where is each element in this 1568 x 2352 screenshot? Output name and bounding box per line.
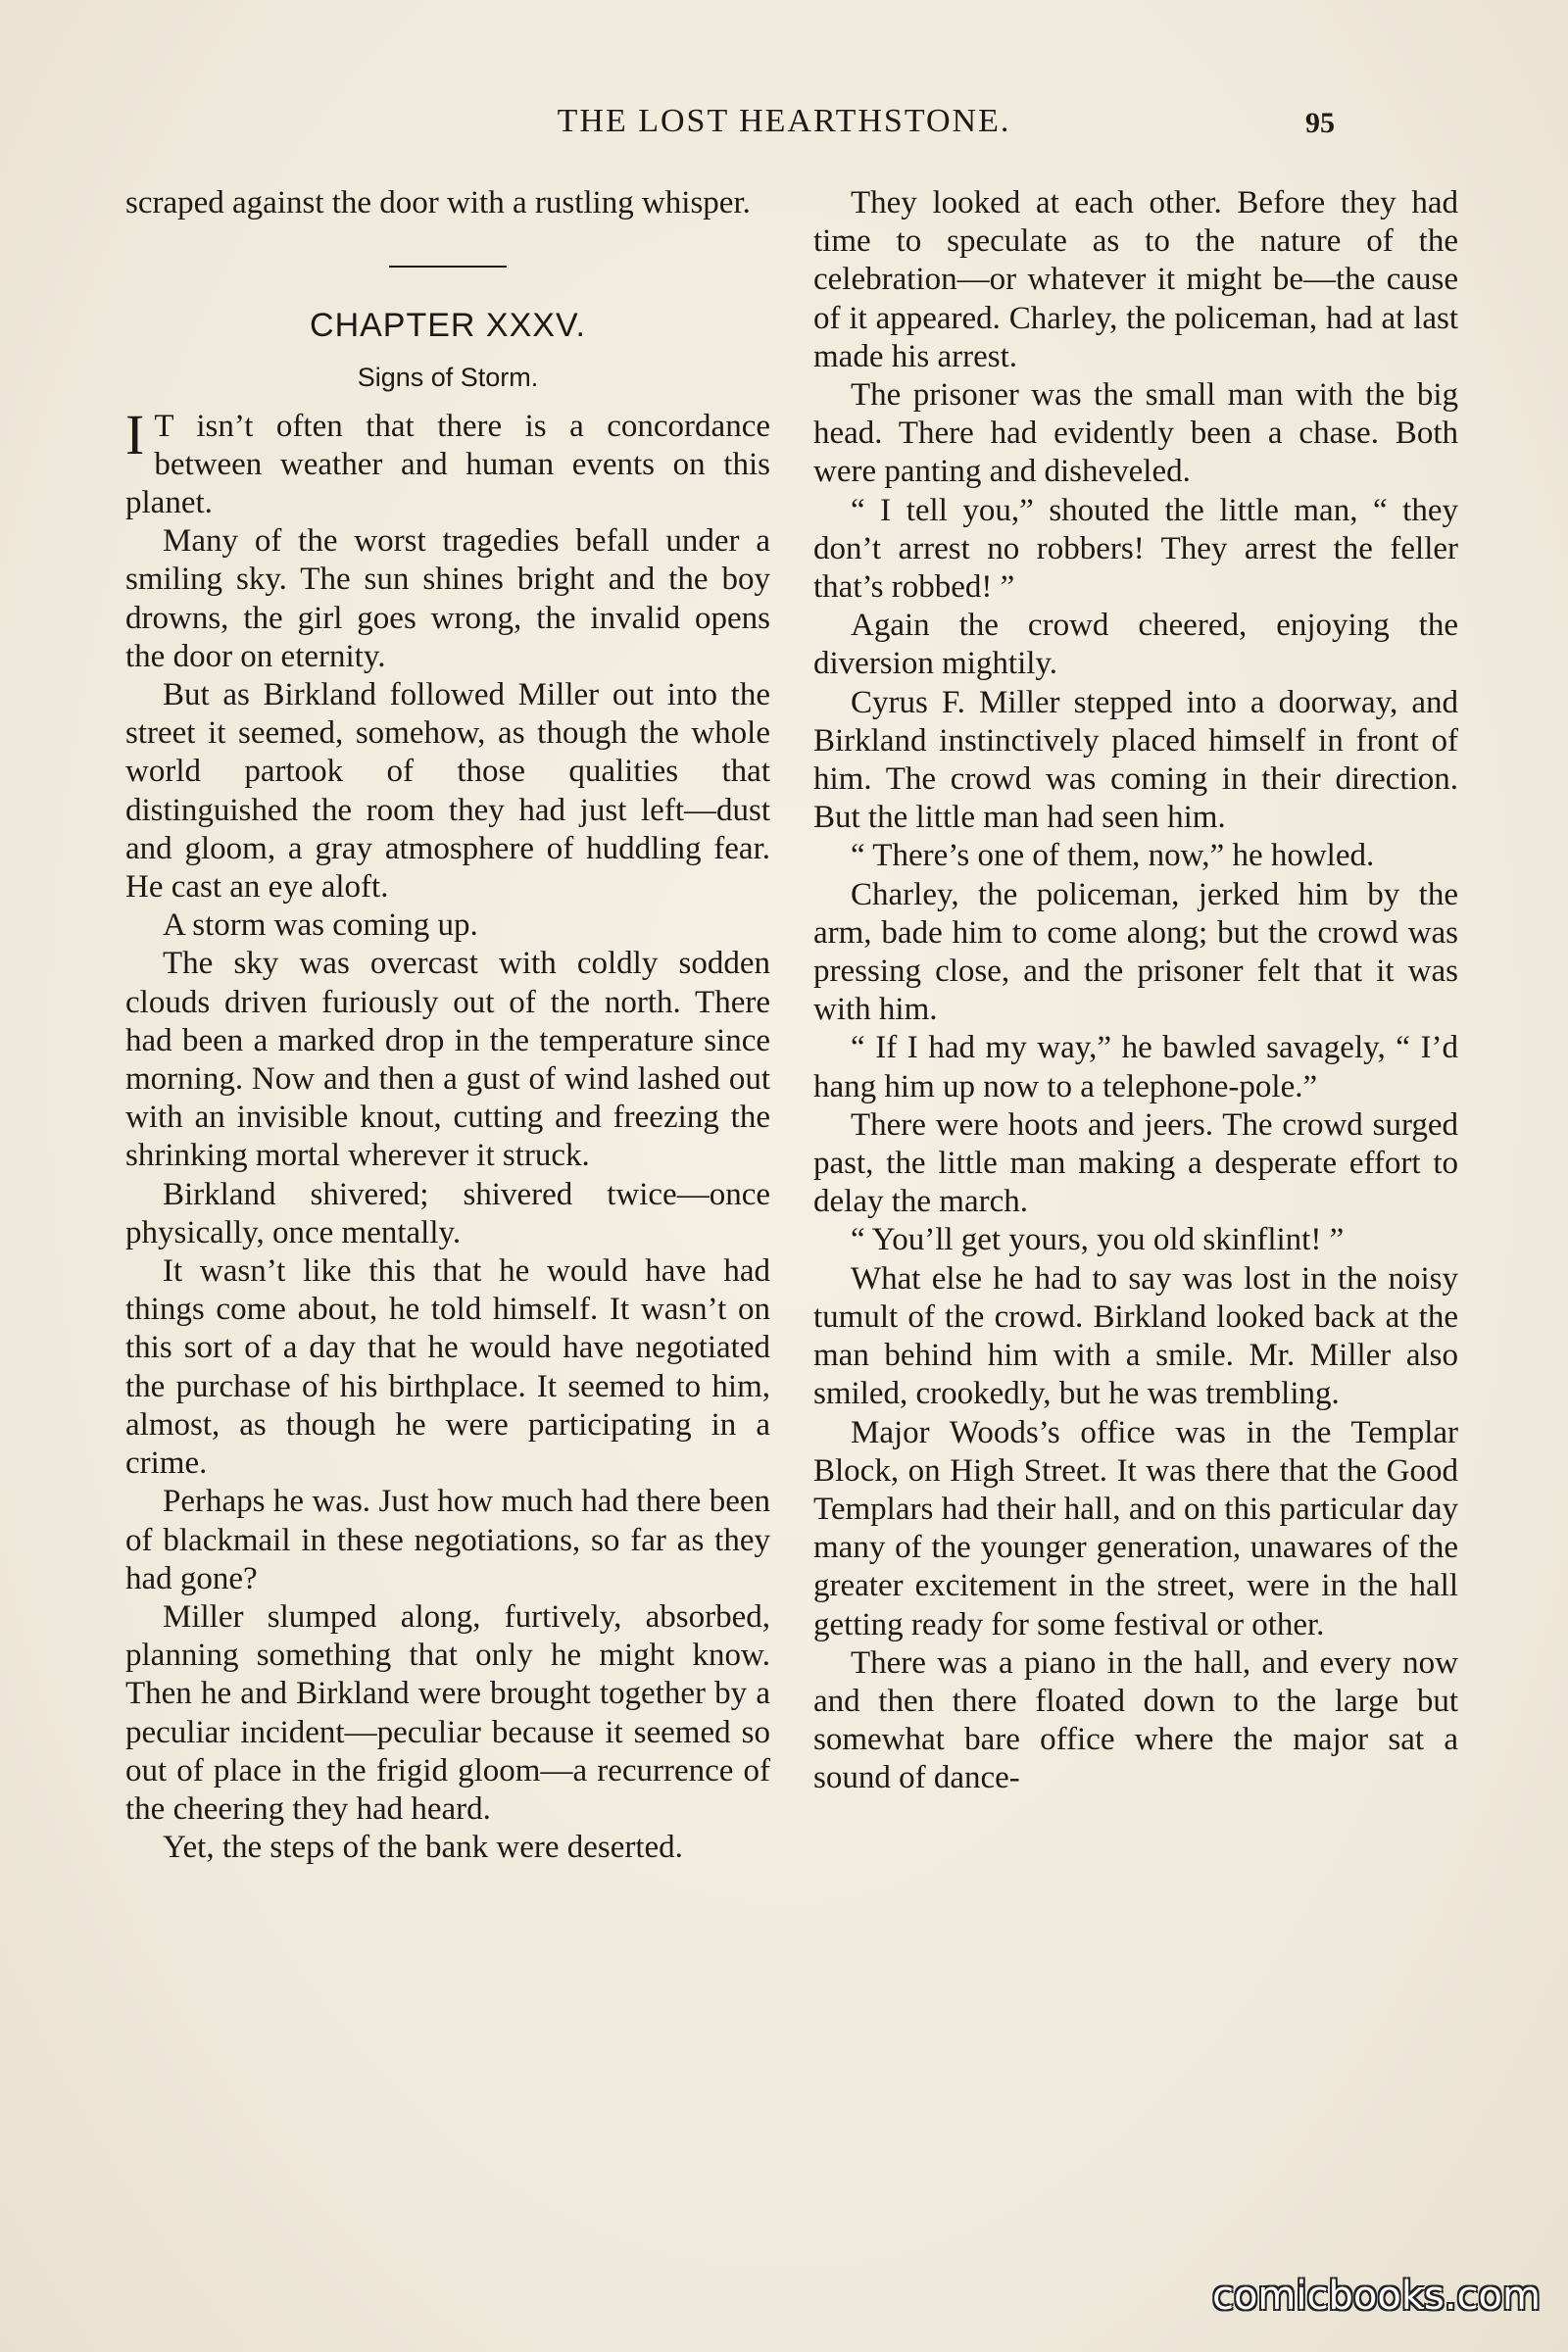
paragraph: Birkland shivered; shivered twice—once physically, once mentally.	[125, 1176, 770, 1250]
paragraph: There were hoots and jeers. The crowd surged past, the little man making a desperate effort to delay the march.	[813, 1106, 1458, 1220]
paragraph: Yet, the steps of the bank were deserted.	[163, 1830, 683, 1866]
drop-cap: I	[125, 402, 145, 466]
lead-in-paragraph: scraped against the door with a rustling whisper.	[125, 185, 751, 220]
running-head	[118, 103, 1450, 152]
chapter-subtitle: Signs of Storm.	[357, 363, 539, 393]
paragraph: “ If I had my way,” he bawled savagely, “ I’d hang him up now to a telephone-pole.”	[813, 1030, 1458, 1104]
paragraph: But as Birkland followed Miller out into the street it seemed, somehow, as though the whole world partook of those qualities that distinguished the room they had just left—dust and gloom, a gray atmosphere of huddling fear. He cast an eye aloft.	[125, 677, 770, 906]
paragraph: Perhaps he was. Just how much had there been of blackmail in these negotiations, so far as they had gone?	[125, 1484, 770, 1596]
opening-paragraph	[125, 402, 770, 523]
paragraph: There was a piano in the hall, and every now and then there floated down to the large but somewhat bare office where the major sat a sound of dance-	[813, 1644, 1458, 1796]
page-number: 95	[1305, 107, 1335, 139]
paragraph: The prisoner was the small man with the big head. There had evidently been a chase. Both were panting and disheveled.	[813, 377, 1458, 490]
paragraph: They looked at each other. Before they had time to speculate as to the nature of the celebration—or whatever it might be—the cause of it appeared. Charley, the policeman, had at last made his arrest.	[813, 185, 1458, 374]
right-column	[813, 184, 1458, 1798]
left-column	[125, 184, 770, 1867]
opening-paragraph-text: T isn’t often that there is a concordance between weather and human events on this planet.	[125, 408, 770, 521]
paragraph: Miller slumped along, furtively, absorbed, planning something that only he might know. Then he and Birkland were brought together by a peculiar incident—peculiar because it seemed so out of place in the frigid gloom—a recurrence of the cheering they had heard.	[125, 1598, 770, 1827]
paragraph: Major Woods’s office was in the Templar Block, on High Street. It was there that the Good Templars had their hall, and on this particular day many of the younger generation, unawares of the greater excitement in the street, were in the hall getting ready for some festival or other.	[813, 1414, 1458, 1642]
paragraph: “ You’ll get yours, you old skinflint! ”	[851, 1222, 1345, 1258]
paragraph: What else he had to say was lost in the noisy tumult of the crowd. Birkland looked back at the man behind him with a smile. Mr. Miller also smiled, crookedly, but he was trembling.	[813, 1260, 1458, 1412]
paragraph: Many of the worst tragedies befall under a smiling sky. The sun shines bright and the boy drowns, the girl goes wrong, the invalid opens the door on eternity.	[125, 523, 770, 674]
running-title: THE LOST HEARTHSTONE.	[557, 103, 1011, 139]
paragraph: It wasn’t like this that he would have had things come about, he told himself. It wasn’t on this sort of a day that he would have negotiated the purchase of his birthplace. It seemed to him, almost, as though he were participating in a crime.	[125, 1253, 770, 1482]
paragraph: Charley, the policeman, jerked him by the arm, bade him to come along; but the crowd was pressing close, and the prisoner felt that it was with him.	[813, 876, 1458, 1028]
paragraph: Again the crowd cheered, enjoying the diversion mightily.	[813, 608, 1458, 682]
paragraph: A storm was coming up.	[163, 907, 478, 944]
paragraph: The sky was overcast with coldly sodden clouds driven furiously out of the north. There had been a marked drop in the temperature since morning. Now and then a gust of wind lashed out with an invisible knout, cutting and freezing the shrinking mortal wherever it struck.	[125, 946, 770, 1174]
chapter-title: CHAPTER XXXV.	[310, 307, 586, 345]
paragraph: “ There’s one of them, now,” he howled.	[851, 838, 1375, 874]
site-watermark: comicbooks.com	[1211, 2274, 1541, 2319]
paragraph: Cyrus F. Miller stepped into a doorway, and Birkland instinctively placed himself in front of him. The crowd was coming in their direction. But the little man had seen him.	[813, 684, 1458, 836]
paragraph: “ I tell you,” shouted the little man, “ they don’t arrest no robbers! They arrest the feller that’s robbed! ”	[813, 492, 1458, 606]
section-divider	[389, 266, 507, 268]
